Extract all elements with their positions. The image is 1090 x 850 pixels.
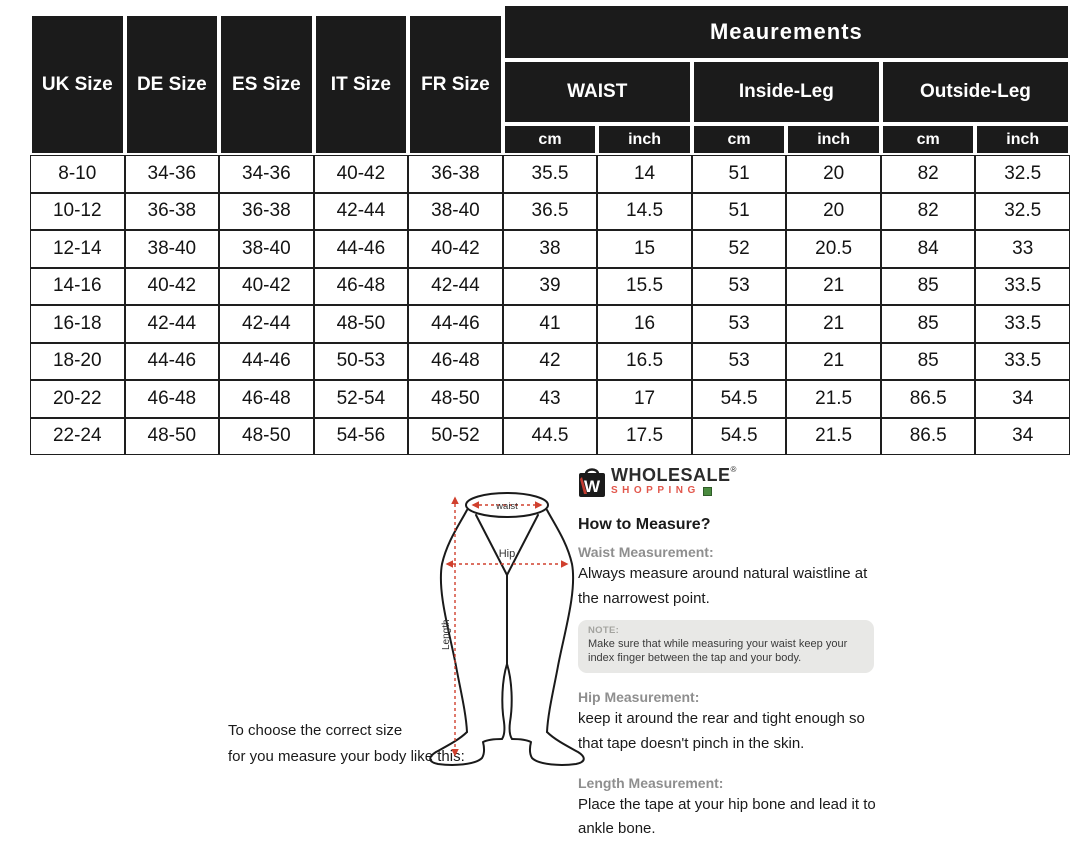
table-cell: 40-42 <box>125 268 220 306</box>
table-cell: 17.5 <box>597 418 692 456</box>
table-cell: 32.5 <box>975 155 1070 193</box>
registered-mark: ® <box>730 465 737 474</box>
table-cell: 35.5 <box>503 155 598 193</box>
waist-section-body: Always measure around natural waistline at the narrowest point. <box>578 565 868 607</box>
table-cell: 44-46 <box>314 230 409 268</box>
table-cell: 46-48 <box>219 380 314 418</box>
length-measurement-section <box>578 775 883 843</box>
table-cell: 54.5 <box>692 380 787 418</box>
table-cell: 34-36 <box>125 155 220 193</box>
table-cell: 33.5 <box>975 343 1070 381</box>
table-cell: 54.5 <box>692 418 787 456</box>
table-cell: 21 <box>786 305 881 343</box>
table-cell: 42 <box>503 343 598 381</box>
table-cell: 36.5 <box>503 193 598 231</box>
table-cell: 21 <box>786 268 881 306</box>
table-cell: 10-12 <box>30 193 125 231</box>
table-cell: 20 <box>786 155 881 193</box>
table-cell: 36-38 <box>125 193 220 231</box>
basket-icon <box>703 487 712 496</box>
unit-header-inch: inch <box>975 124 1070 155</box>
table-cell: 42-44 <box>219 305 314 343</box>
table-cell: 33.5 <box>975 305 1070 343</box>
table-cell: 44-46 <box>408 305 503 343</box>
table-cell: 14 <box>597 155 692 193</box>
table-cell: 52-54 <box>314 380 409 418</box>
hip-section-body: keep it around the rear and tight enough so that tape doesn't pinch in the skin. <box>578 710 865 752</box>
body-measurement-diagram <box>425 478 580 770</box>
table-cell: 16.5 <box>597 343 692 381</box>
choose-size-note-line2: for you measure your body like this: <box>228 748 465 766</box>
table-cell: 20.5 <box>786 230 881 268</box>
column-header-label: UK Size <box>30 14 125 155</box>
table-cell: 46-48 <box>314 268 409 306</box>
wholesale-shopping-logo <box>578 466 883 506</box>
column-header-label: FR Size <box>408 14 503 155</box>
table-cell: 14-16 <box>30 268 125 306</box>
unit-header-cm: cm <box>503 124 598 155</box>
table-cell: 85 <box>881 305 976 343</box>
table-cell: 46-48 <box>408 343 503 381</box>
group-header-inside-leg: Inside-Leg <box>692 60 881 124</box>
length-section-body: Place the tape at your hip bone and lead it to ankle bone. <box>578 795 876 838</box>
column-header-label: IT Size <box>314 14 409 155</box>
column-header-uk-size <box>30 4 125 155</box>
logo-shopping-text: SHOPPING <box>611 485 700 496</box>
table-cell: 85 <box>881 268 976 306</box>
table-cell: 34-36 <box>219 155 314 193</box>
table-cell: 42-44 <box>408 268 503 306</box>
table-cell: 33.5 <box>975 268 1070 306</box>
column-header-label: ES Size <box>219 14 314 155</box>
table-cell: 38-40 <box>219 230 314 268</box>
table-cell: 53 <box>692 268 787 306</box>
table-cell: 14.5 <box>597 193 692 231</box>
table-cell: 40-42 <box>219 268 314 306</box>
how-to-measure-title: How to Measure? <box>578 516 711 533</box>
note-text: Make sure that while measuring your waist keep your index finger between the tap and your body. <box>588 637 848 665</box>
table-cell: 53 <box>692 305 787 343</box>
table-cell: 15.5 <box>597 268 692 306</box>
size-table <box>30 4 1070 455</box>
measurements-header: Meaurements <box>503 4 1070 60</box>
table-cell: 38-40 <box>125 230 220 268</box>
table-cell: 43 <box>503 380 598 418</box>
table-cell: 21.5 <box>786 418 881 456</box>
table-cell: 48-50 <box>408 380 503 418</box>
table-cell: 50-52 <box>408 418 503 456</box>
table-cell: 86.5 <box>881 418 976 456</box>
logo-wholesale-text: WHOLESALE <box>611 465 731 485</box>
table-cell: 82 <box>881 155 976 193</box>
unit-header-cm: cm <box>881 124 976 155</box>
table-cell: 48-50 <box>314 305 409 343</box>
unit-header-inch: inch <box>786 124 881 155</box>
how-to-measure-guide <box>578 466 883 850</box>
table-cell: 51 <box>692 193 787 231</box>
table-cell: 21.5 <box>786 380 881 418</box>
table-cell: 18-20 <box>30 343 125 381</box>
logo-text <box>611 466 736 496</box>
choose-size-note-line1: To choose the correct size <box>228 722 403 739</box>
table-cell: 20 <box>786 193 881 231</box>
hip-measurement-section <box>578 689 883 757</box>
table-cell: 40-42 <box>408 230 503 268</box>
table-cell: 46-48 <box>125 380 220 418</box>
table-cell: 48-50 <box>219 418 314 456</box>
table-cell: 50-53 <box>314 343 409 381</box>
table-cell: 36-38 <box>408 155 503 193</box>
table-cell: 16 <box>597 305 692 343</box>
table-cell: 34 <box>975 418 1070 456</box>
svg-text:W: W <box>583 477 601 496</box>
table-cell: 82 <box>881 193 976 231</box>
column-header-de-size <box>125 4 220 155</box>
table-cell: 16-18 <box>30 305 125 343</box>
table-cell: 38 <box>503 230 598 268</box>
table-cell: 53 <box>692 343 787 381</box>
table-cell: 38-40 <box>408 193 503 231</box>
table-cell: 41 <box>503 305 598 343</box>
table-cell: 52 <box>692 230 787 268</box>
table-cell: 51 <box>692 155 787 193</box>
table-cell: 15 <box>597 230 692 268</box>
table-cell: 40-42 <box>314 155 409 193</box>
legs-outline <box>430 493 584 765</box>
column-header-es-size <box>219 4 314 155</box>
group-header-waist: WAIST <box>503 60 692 124</box>
table-cell: 48-50 <box>125 418 220 456</box>
waist-arrow-label: waist <box>496 501 518 512</box>
table-cell: 20-22 <box>30 380 125 418</box>
table-cell: 36-38 <box>219 193 314 231</box>
table-cell: 33 <box>975 230 1070 268</box>
length-section-heading: Length Measurement: <box>578 774 724 791</box>
table-cell: 22-24 <box>30 418 125 456</box>
table-cell: 44-46 <box>125 343 220 381</box>
length-arrow-label: Length <box>441 619 452 650</box>
column-header-fr-size <box>408 4 503 155</box>
table-cell: 21 <box>786 343 881 381</box>
table-cell: 86.5 <box>881 380 976 418</box>
note-label: NOTE: <box>588 624 620 636</box>
hip-section-heading: Hip Measurement: <box>578 689 700 706</box>
table-cell: 12-14 <box>30 230 125 268</box>
table-cell: 44.5 <box>503 418 598 456</box>
table-cell: 42-44 <box>125 305 220 343</box>
unit-header-inch: inch <box>597 124 692 155</box>
unit-header-cm: cm <box>692 124 787 155</box>
shopping-bag-icon <box>578 466 606 498</box>
column-header-label: DE Size <box>125 14 220 155</box>
table-cell: 8-10 <box>30 155 125 193</box>
hip-arrow-label: Hip <box>498 548 516 560</box>
table-cell: 17 <box>597 380 692 418</box>
column-header-it-size <box>314 4 409 155</box>
group-header-outside-leg: Outside-Leg <box>881 60 1070 124</box>
table-cell: 34 <box>975 380 1070 418</box>
table-cell: 39 <box>503 268 598 306</box>
waist-section-heading: Waist Measurement: <box>578 544 714 560</box>
waist-note-box <box>578 620 874 674</box>
waist-measurement-section <box>578 544 883 673</box>
table-cell: 54-56 <box>314 418 409 456</box>
table-cell: 42-44 <box>314 193 409 231</box>
table-cell: 84 <box>881 230 976 268</box>
table-cell: 85 <box>881 343 976 381</box>
table-cell: 32.5 <box>975 193 1070 231</box>
table-cell: 44-46 <box>219 343 314 381</box>
